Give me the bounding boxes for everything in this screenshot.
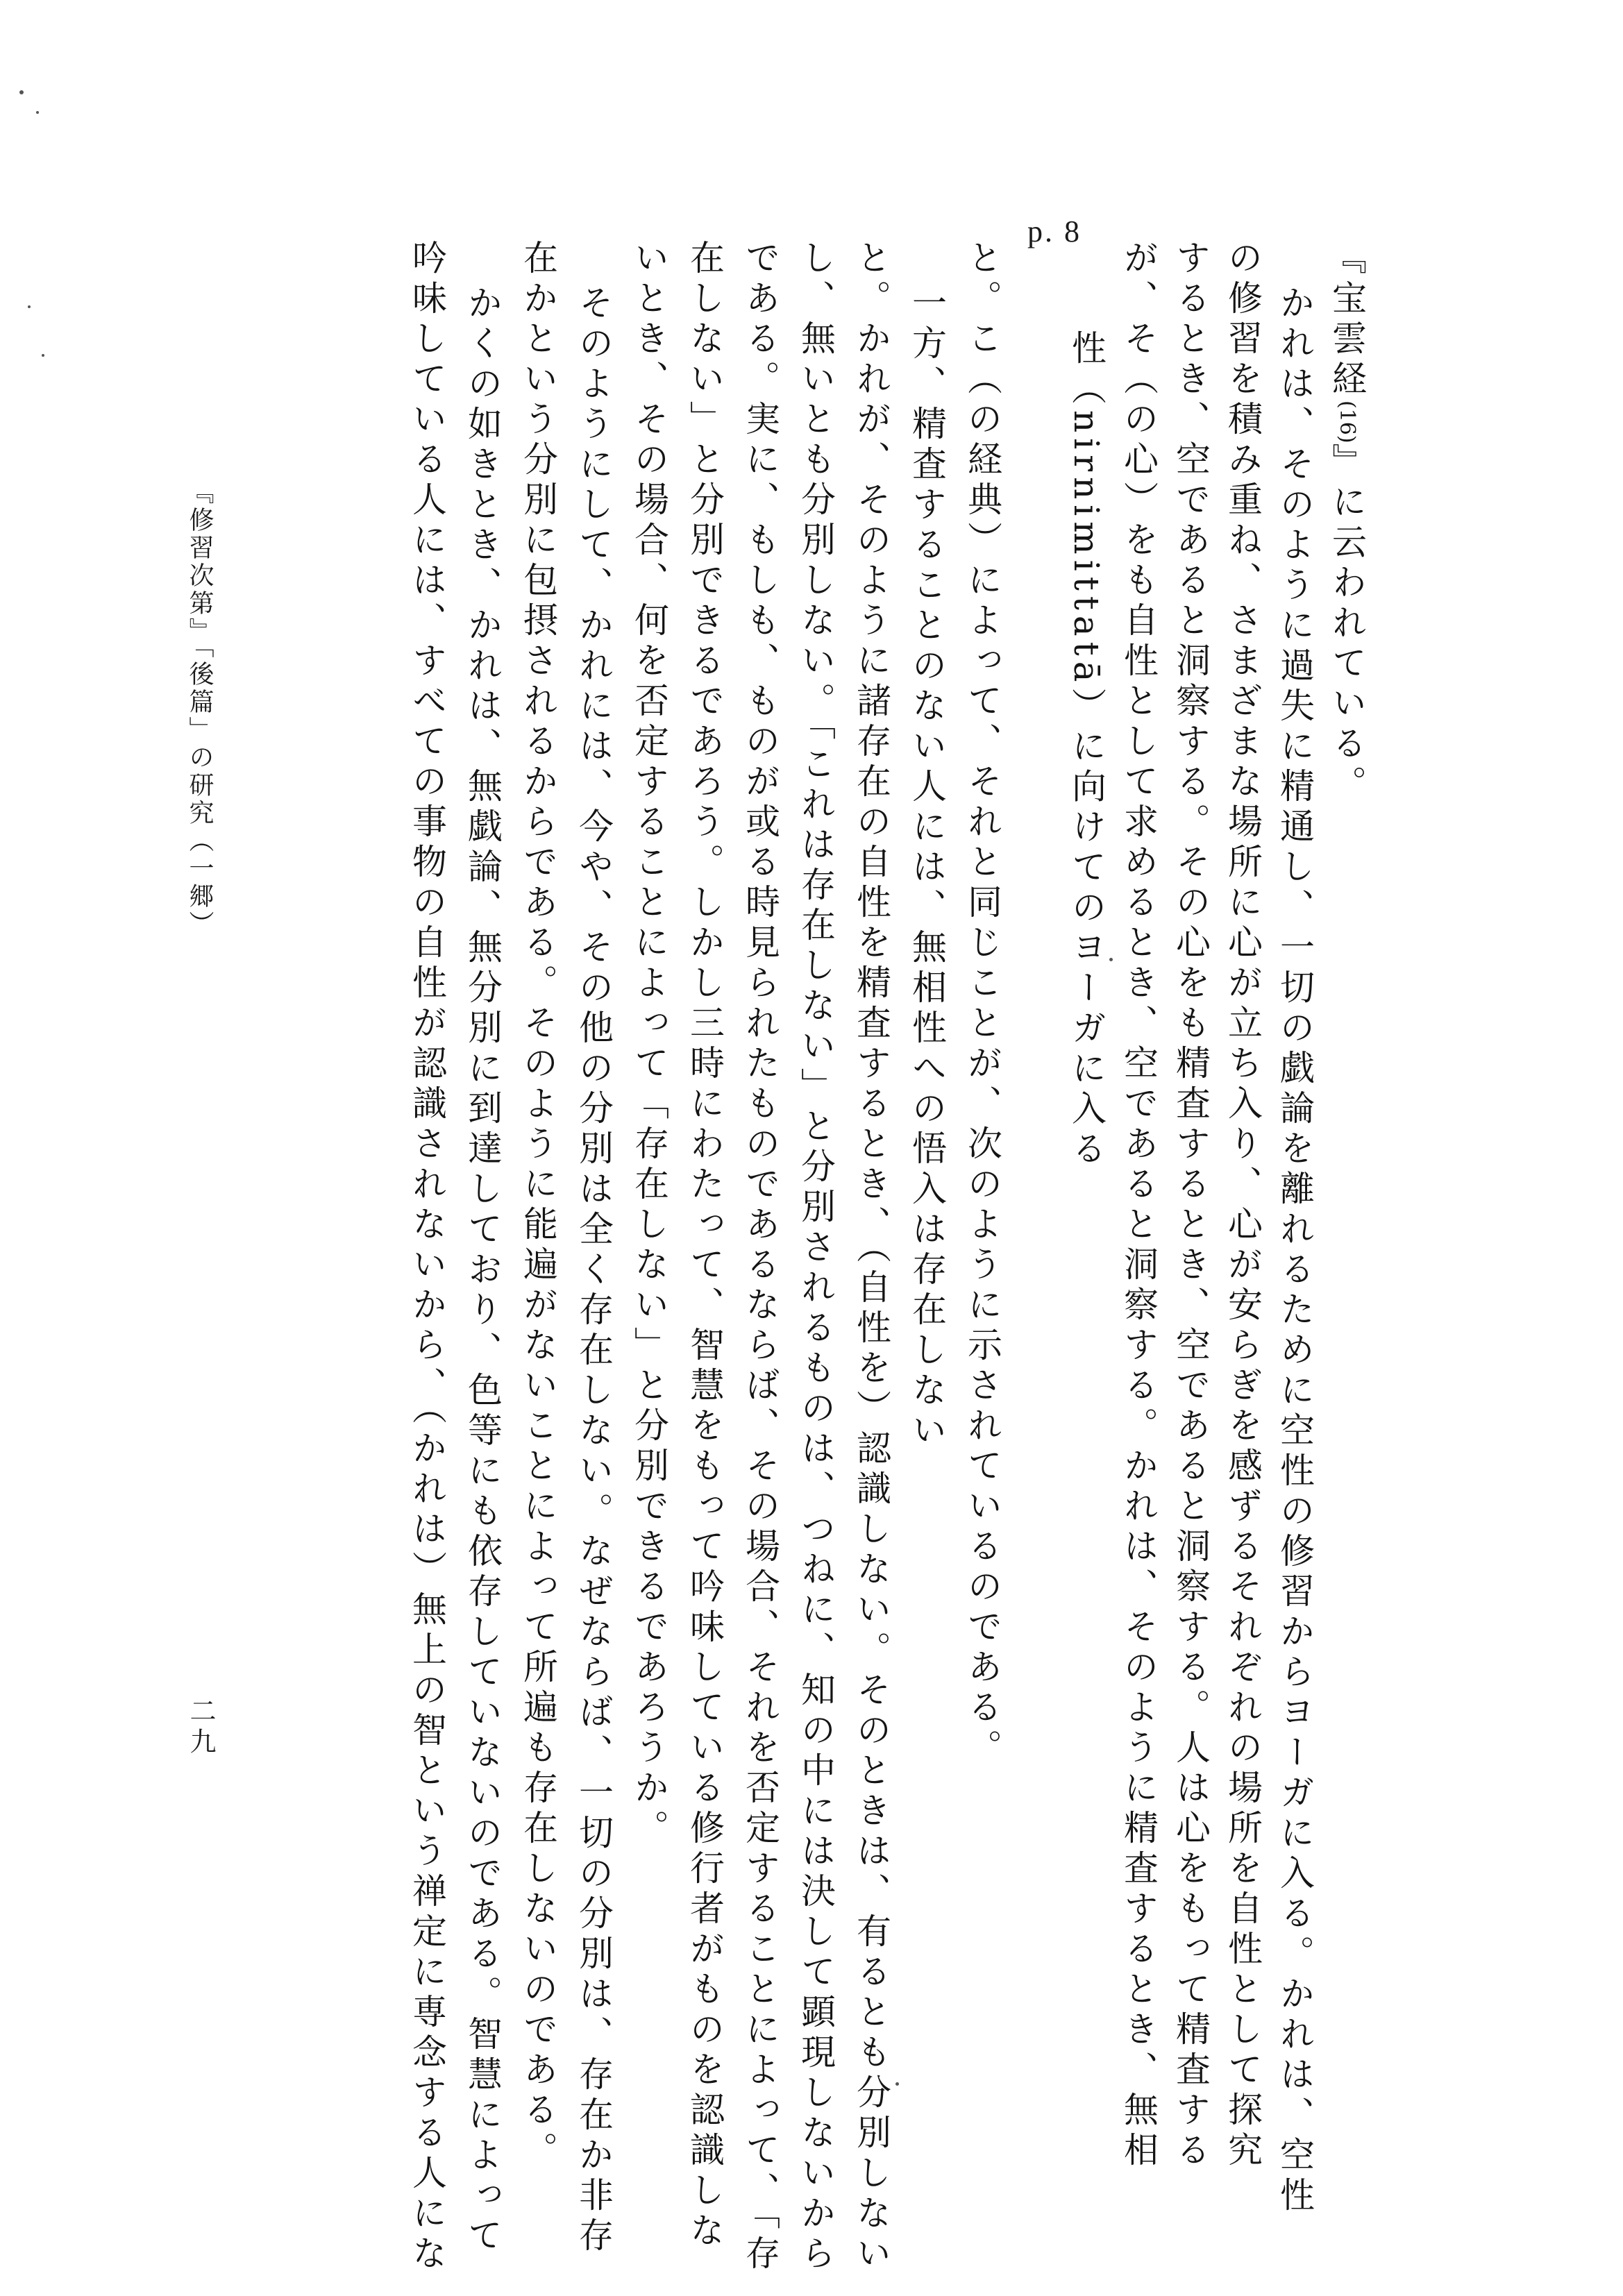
- scan-speck: [28, 305, 31, 308]
- scan-speck: [36, 111, 39, 114]
- text-column-10: し、無いとも分別しない。「これは存在しない」と分別されるものは、つねに、知の中には決して顕現しないから: [796, 239, 836, 2275]
- text-column-1: 『宝雲経(16)』に云われている。: [1327, 239, 1367, 806]
- text-column-14: そのようにして、かれには、今や、その他の分別は全く存在しない。なぜならば、一切の分別は、存在か非存: [573, 285, 614, 2257]
- note-number: 16: [1335, 408, 1359, 435]
- text-column-3: の修習を積み重ね、さまざまな場所に心が立ち入り、心が安らぎを感ずるそれぞれの場所を自性として探究: [1222, 239, 1263, 2172]
- note-reference: (16): [1335, 400, 1359, 444]
- text-column-15: 在かという分別に包摂されるからである。そのように能遍がないことによって所遍も存在しないのである。: [518, 239, 558, 2172]
- page-marker: p. 8: [1027, 214, 1082, 248]
- text-column-6: 性（nirnimittatā）に向けてのヨーガに入る: [1066, 330, 1107, 1171]
- text-column-4: するとき、空であると洞察する。その心をも精査するとき、空であると洞察する。人は心をもって精査する: [1170, 239, 1211, 2172]
- text-column-11: である。実に、もしも、ものが或る時見られたものであるならば、その場合、それを否定することによって、「存: [740, 239, 780, 2275]
- page-number: 二九: [185, 1697, 216, 1758]
- scan-speck: [1109, 958, 1113, 961]
- text-column-8: 一方、精査することのない人には、無相性への悟入は存在しない: [907, 285, 947, 1452]
- text-column-7: と。こ（の経典）によって、それと同じことが、次のように示されているのである。: [962, 239, 1002, 1769]
- text-column-9: と。かれが、そのように諸存在の自性を精査するとき、（自性を）認識しない。そのときは、有るとも分別しない: [851, 239, 891, 2275]
- text-column-16: かくの如きとき、かれは、無戯論、無分別に到達しており、色等にも依存していないのである。智慧によって: [462, 285, 503, 2257]
- scan-speck: [42, 354, 44, 357]
- text-column-5: が、そ（の心）をも自性として求めるとき、空であると洞察する。かれは、そのように精査するとき、無相: [1118, 239, 1159, 2172]
- text-column-13: いとき、その場合、何を否定することによって「存在しない」と分別できるであろうか。: [629, 239, 669, 1850]
- text-column-2: かれは、そのように過失に精通し、一切の戯論を離れるために空性の修習からヨーガに入る。かれは、空性: [1275, 285, 1315, 2217]
- text-column-12: 在しない」と分別できるであろう。しかし三時にわたって、智慧をもって吟味している修行者がものを認識しな: [684, 239, 725, 2252]
- scan-speck: [895, 2082, 899, 2086]
- text-segment: 宝雲経: [1327, 280, 1367, 400]
- text-column-17: 吟味している人には、すべての事物の自性が認識されないから、（かれは）無上の智という禅定に専念する人にな: [407, 239, 447, 2275]
- running-title: 『修習次第』「後篇」の研究（一郷）: [185, 479, 214, 938]
- scan-speck: [19, 90, 24, 94]
- text-segment: 』に云われている。: [1327, 443, 1367, 806]
